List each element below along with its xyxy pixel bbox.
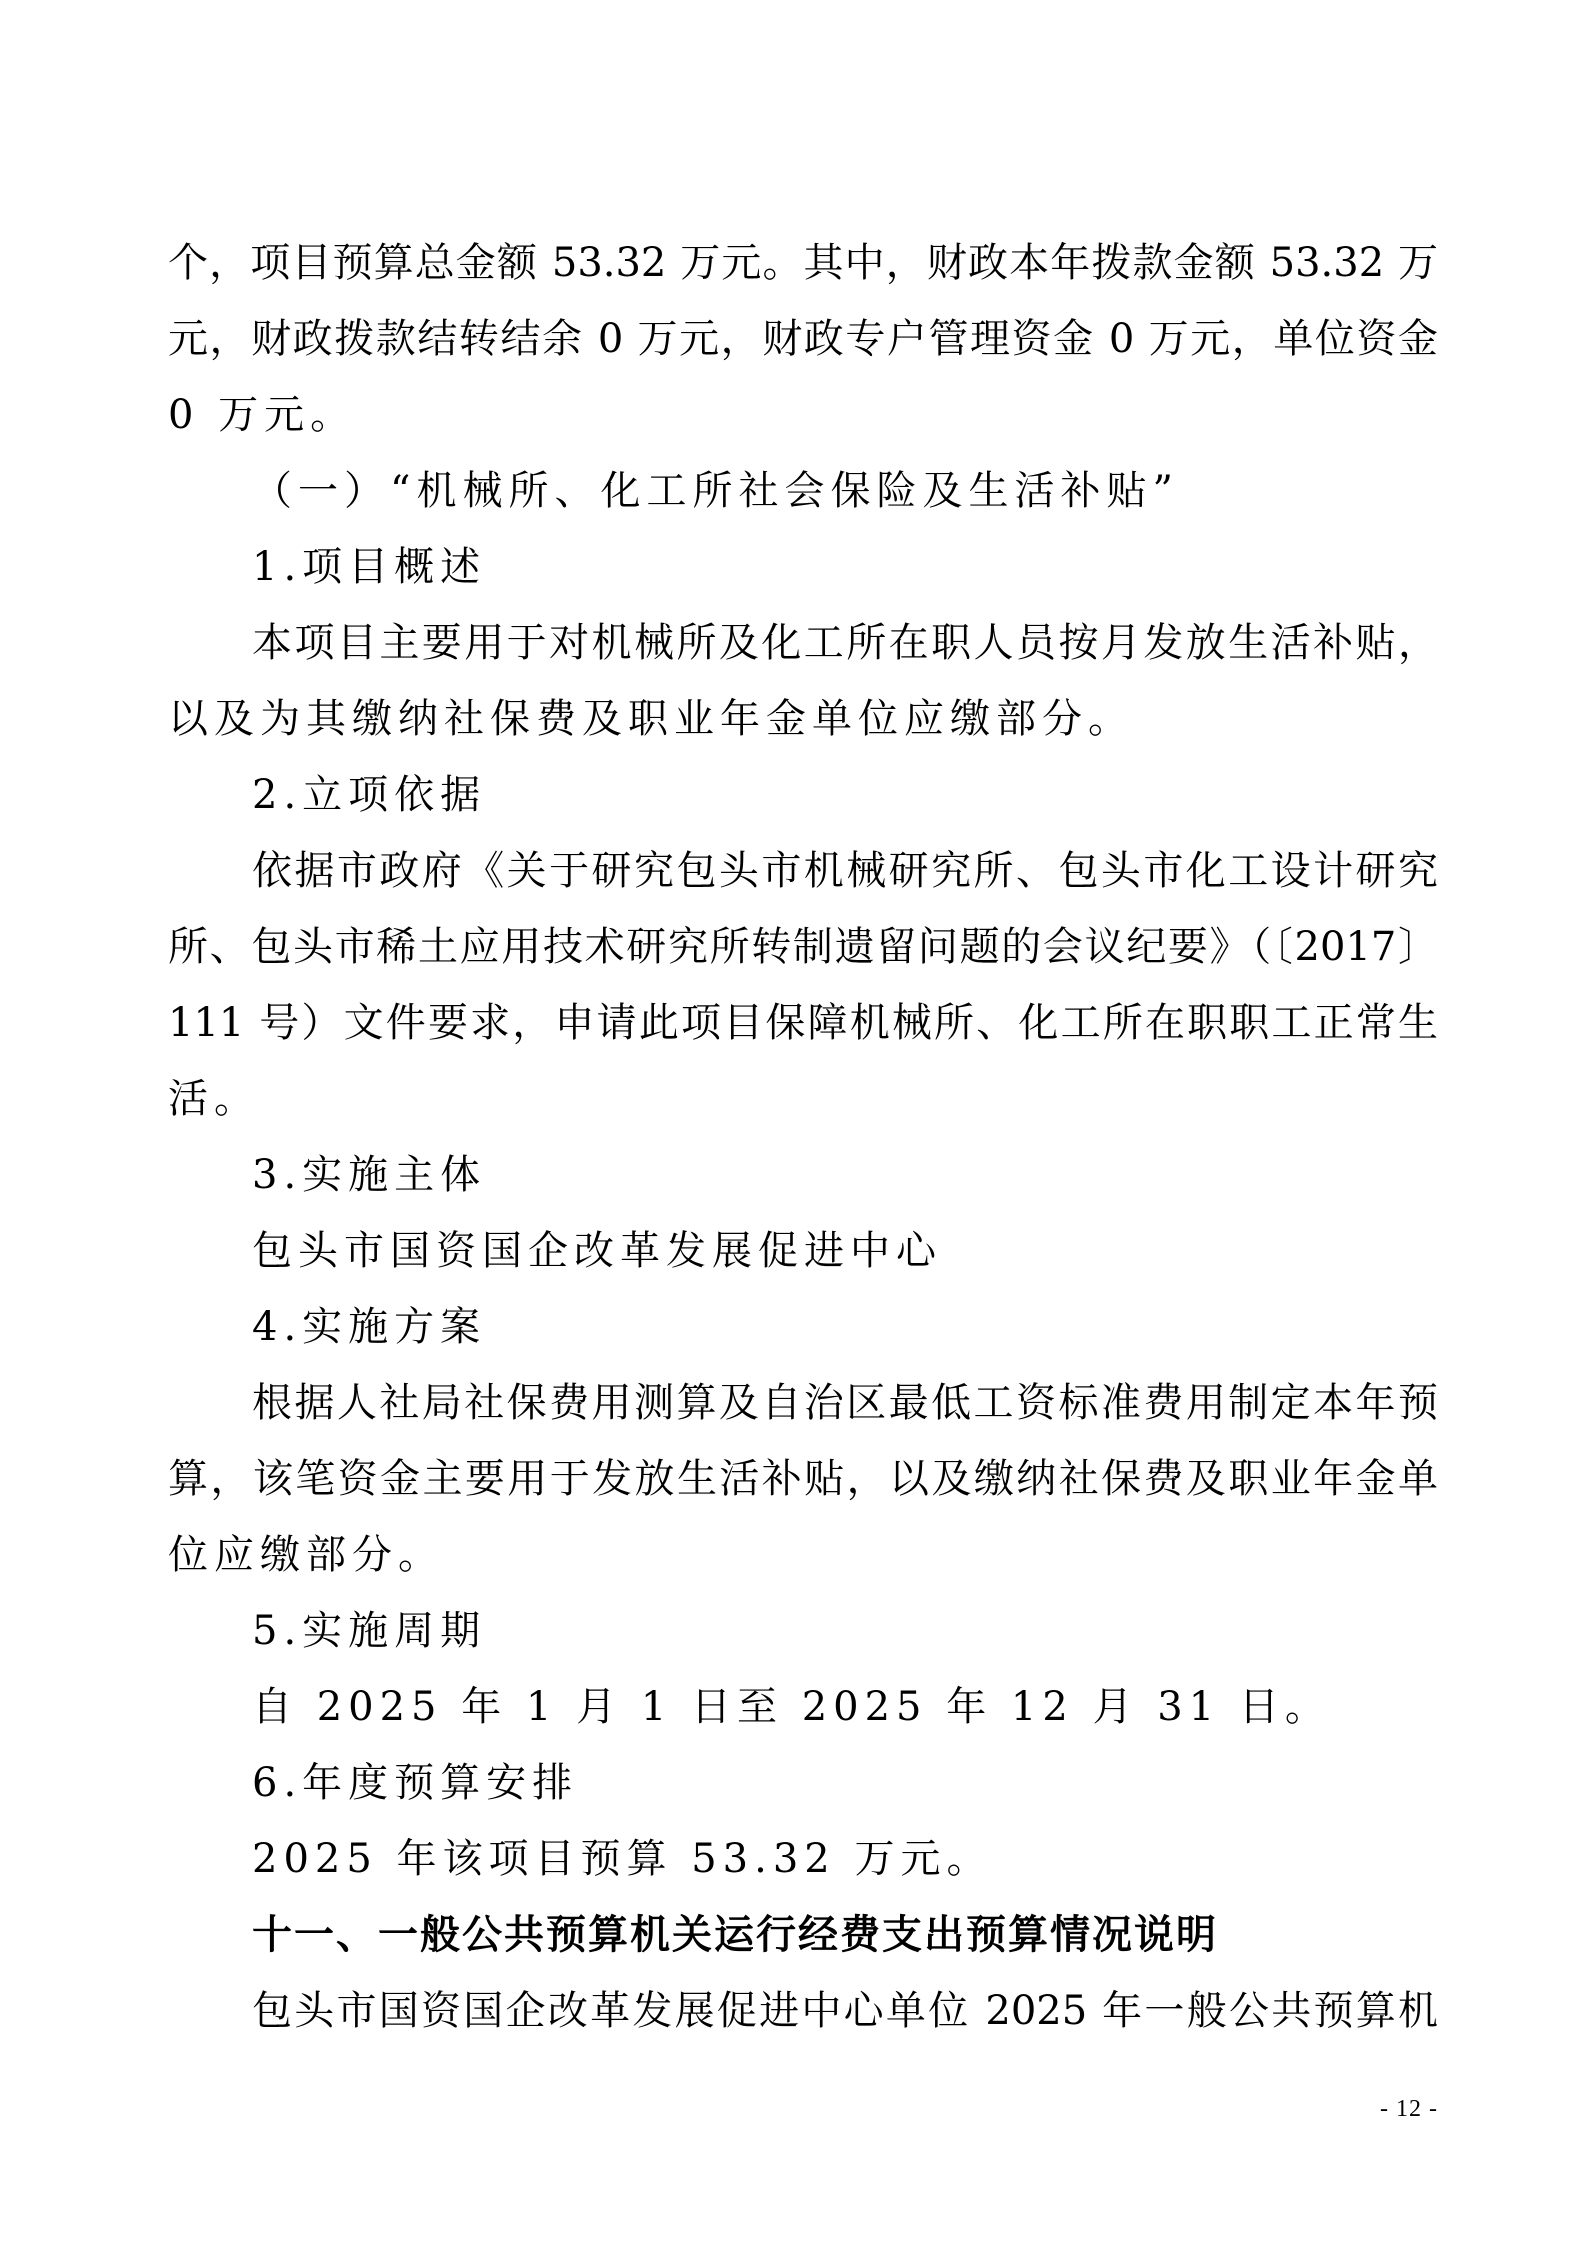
body-line: 本项目主要用于对机械所及化工所在职人员按月发放生活补贴， <box>252 620 1438 666</box>
body-line: 算，该笔资金主要用于发放生活补贴，以及缴纳社保费及职业年金单 <box>168 1456 1438 1502</box>
subheading-plan: 4.实施方案 <box>252 1304 487 1350</box>
page-number: - 12 - <box>1380 2096 1438 2122</box>
subheading-budget: 6.年度预算安排 <box>252 1760 579 1806</box>
body-line: 个，项目预算总金额 53.32 万元。其中，财政本年拨款金额 53.32 万 <box>168 240 1438 286</box>
subheading-overview: 1.项目概述 <box>252 544 487 590</box>
body-line: 0 万元。 <box>168 392 357 438</box>
subheading-basis: 2.立项依据 <box>252 772 487 818</box>
body-line: 根据人社局社保费用测算及自治区最低工资标准费用制定本年预 <box>252 1380 1438 1426</box>
body-line: 111 号）文件要求，申请此项目保障机械所、化工所在职职工正常生 <box>168 1000 1438 1046</box>
body-line: 依据市政府《关于研究包头市机械研究所、包头市化工设计研究 <box>252 848 1438 894</box>
body-line: 包头市国资国企改革发展促进中心 <box>252 1228 942 1274</box>
subheading-period: 5.实施周期 <box>252 1608 487 1654</box>
body-line: 以及为其缴纳社保费及职业年金单位应缴部分。 <box>168 696 1134 742</box>
section-heading: （一）“机械所、化工所社会保险及生活补贴” <box>252 468 1179 514</box>
body-line: 自 2025 年 1 月 1 日至 2025 年 12 月 31 日。 <box>252 1684 1331 1730</box>
body-line: 所、包头市稀土应用技术研究所转制遗留问题的会议纪要》（〔2017〕 <box>168 924 1438 970</box>
body-line: 包头市国资国企改革发展促进中心单位 2025 年一般公共预算机 <box>252 1988 1438 2034</box>
chapter-heading: 十一、一般公共预算机关运行经费支出预算情况说明 <box>252 1912 1218 1958</box>
body-line: 元，财政拨款结转结余 0 万元，财政专户管理资金 0 万元，单位资金 <box>168 316 1438 362</box>
body-line: 位应缴部分。 <box>168 1532 444 1578</box>
subheading-entity: 3.实施主体 <box>252 1152 487 1198</box>
body-line: 活。 <box>168 1076 260 1122</box>
body-line: 2025 年该项目预算 53.32 万元。 <box>252 1836 993 1882</box>
